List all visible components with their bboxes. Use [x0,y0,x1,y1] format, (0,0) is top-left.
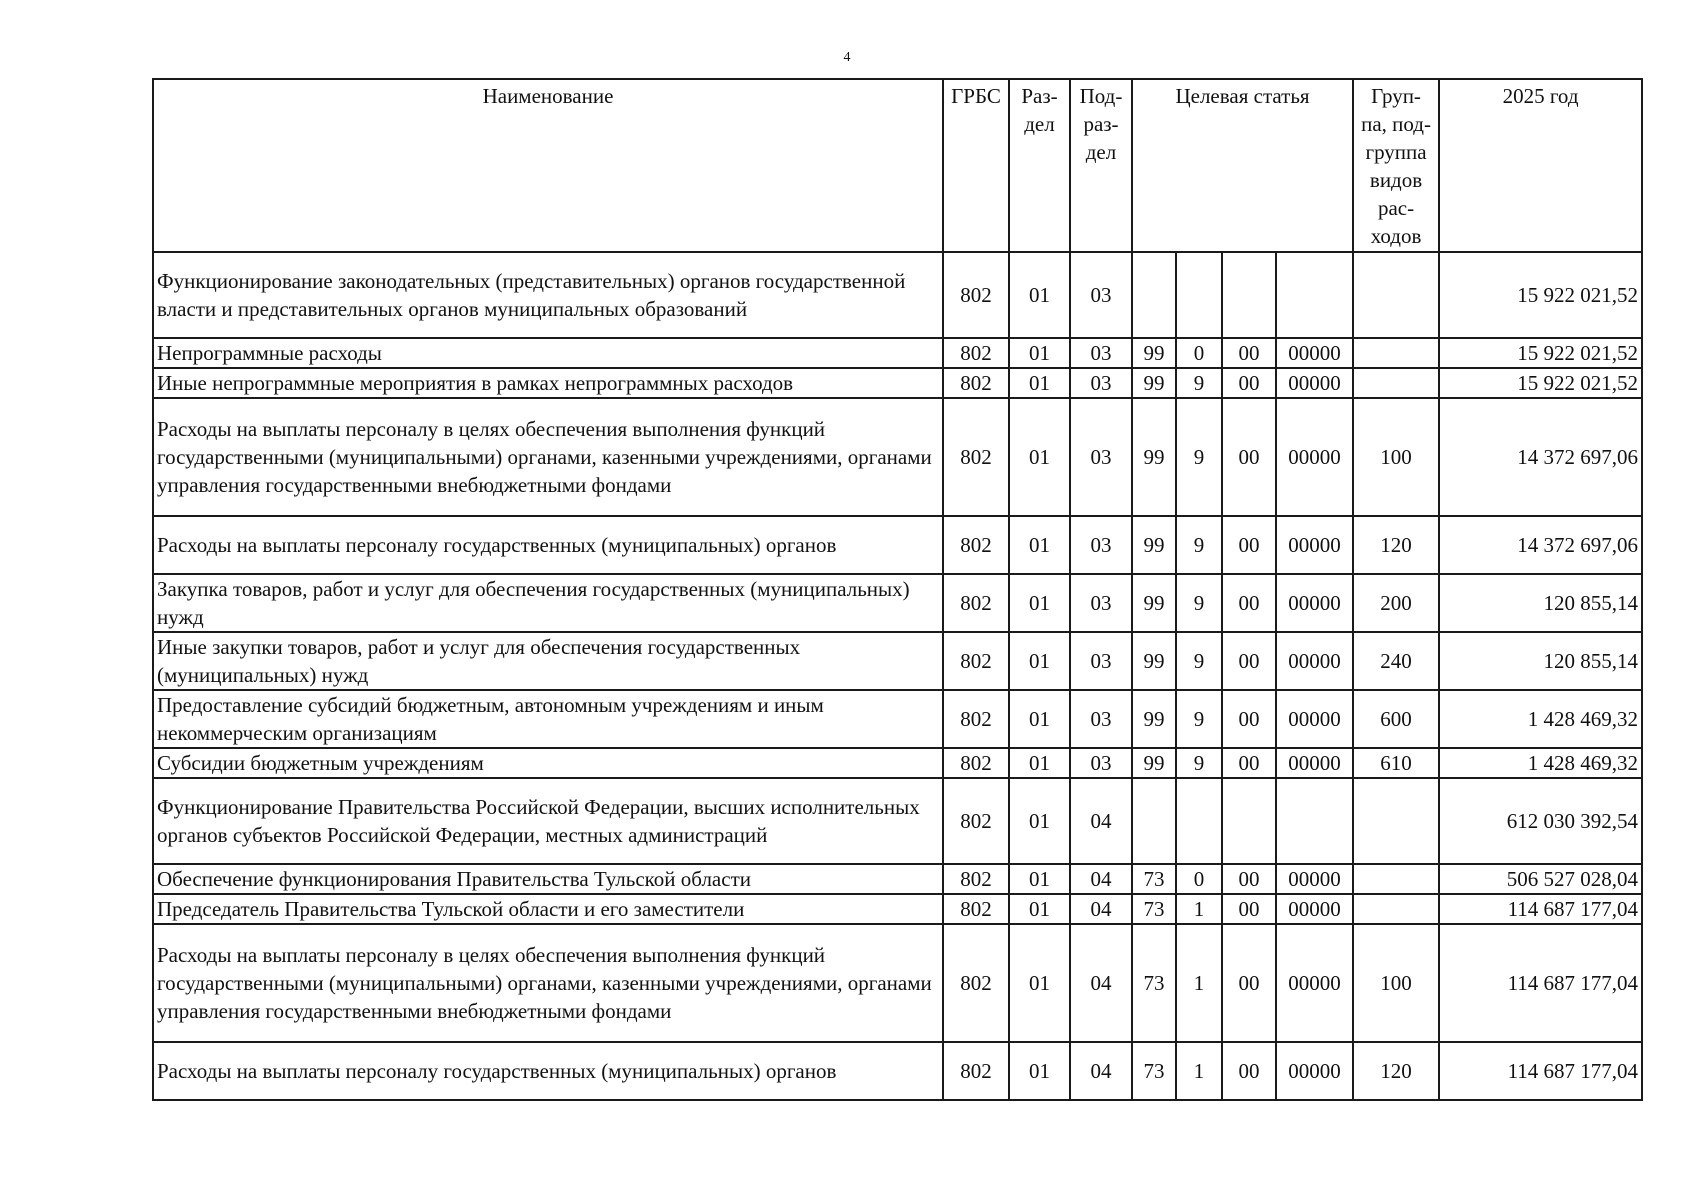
header-target-article: Целевая статья [1132,79,1353,252]
row-target-program: 99 [1132,632,1176,690]
row-amount: 114 687 177,04 [1439,924,1642,1042]
row-name: Непрограммные расходы [153,338,943,368]
row-razdel: 01 [1009,690,1070,748]
header-row [153,79,1642,252]
row-razdel: 01 [1009,778,1070,864]
row-razdel: 01 [1009,924,1070,1042]
row-name: Обеспечение функционирования Правительства Тульской области [153,864,943,894]
row-amount: 15 922 021,52 [1439,338,1642,368]
row-grbs: 802 [943,252,1009,338]
row-podrazdel: 04 [1070,894,1132,924]
row-target-code: 00000 [1276,864,1353,894]
row-target-direction: 00 [1222,338,1276,368]
row-razdel: 01 [1009,338,1070,368]
row-target-subprogram: 1 [1176,894,1222,924]
row-target-code: 00000 [1276,690,1353,748]
header-year: 2025 год [1439,79,1642,252]
row-razdel: 01 [1009,632,1070,690]
row-amount: 15 922 021,52 [1439,252,1642,338]
header-grbs: ГРБС [943,79,1009,252]
row-target-code [1276,778,1353,864]
row-amount: 612 030 392,54 [1439,778,1642,864]
row-target-direction: 00 [1222,516,1276,574]
row-grbs: 802 [943,690,1009,748]
row-target-direction [1222,778,1276,864]
row-target-direction: 00 [1222,924,1276,1042]
table-row [153,252,1642,338]
row-amount: 120 855,14 [1439,632,1642,690]
table-row [153,632,1642,690]
page-number: 4 [843,50,851,65]
row-target-program: 99 [1132,748,1176,778]
row-target-subprogram: 9 [1176,574,1222,632]
row-expense-group [1353,778,1439,864]
row-expense-group: 100 [1353,398,1439,516]
row-grbs: 802 [943,632,1009,690]
header-podrazdel: Под- раз- дел [1070,79,1132,252]
row-podrazdel: 03 [1070,748,1132,778]
row-amount: 114 687 177,04 [1439,1042,1642,1100]
row-target-code: 00000 [1276,1042,1353,1100]
row-expense-group: 600 [1353,690,1439,748]
table-row [153,574,1642,632]
row-amount: 114 687 177,04 [1439,894,1642,924]
row-razdel: 01 [1009,894,1070,924]
row-target-code: 00000 [1276,368,1353,398]
row-target-program: 73 [1132,864,1176,894]
row-expense-group: 100 [1353,924,1439,1042]
row-razdel: 01 [1009,748,1070,778]
row-target-program: 99 [1132,574,1176,632]
row-razdel: 01 [1009,516,1070,574]
row-podrazdel: 03 [1070,516,1132,574]
row-expense-group: 120 [1353,1042,1439,1100]
row-target-direction: 00 [1222,1042,1276,1100]
row-podrazdel: 03 [1070,398,1132,516]
row-expense-group: 200 [1353,574,1439,632]
row-amount: 15 922 021,52 [1439,368,1642,398]
row-name: Расходы на выплаты персоналу государственных (муниципальных) органов [153,516,943,574]
row-name: Функционирование Правительства Российской Федерации, высших исполнительных органов субъектов Российской Федерации, местных администраций [153,778,943,864]
table-row [153,368,1642,398]
row-podrazdel: 03 [1070,574,1132,632]
row-target-direction: 00 [1222,864,1276,894]
row-target-direction: 00 [1222,398,1276,516]
row-target-direction: 00 [1222,748,1276,778]
row-target-subprogram [1176,778,1222,864]
row-target-code: 00000 [1276,574,1353,632]
row-target-subprogram: 9 [1176,368,1222,398]
row-name: Расходы на выплаты персоналу в целях обеспечения выполнения функций государственными (муниципальными) органами, казенными учреждениями, органами управления государственными внебюджетными фондами [153,924,943,1042]
row-grbs: 802 [943,1042,1009,1100]
header-expense-group: Груп- па, под- группа видов рас- ходов [1353,79,1439,252]
table-row [153,398,1642,516]
row-target-subprogram: 1 [1176,1042,1222,1100]
row-target-program: 73 [1132,1042,1176,1100]
row-podrazdel: 04 [1070,864,1132,894]
row-grbs: 802 [943,338,1009,368]
table-row [153,864,1642,894]
row-target-program [1132,252,1176,338]
row-target-direction: 00 [1222,894,1276,924]
row-amount: 506 527 028,04 [1439,864,1642,894]
row-podrazdel: 04 [1070,778,1132,864]
row-grbs: 802 [943,748,1009,778]
row-target-program: 73 [1132,894,1176,924]
row-target-code [1276,252,1353,338]
row-target-subprogram: 9 [1176,632,1222,690]
row-target-code: 00000 [1276,338,1353,368]
row-grbs: 802 [943,516,1009,574]
row-name: Расходы на выплаты персоналу государственных (муниципальных) органов [153,1042,943,1100]
row-grbs: 802 [943,368,1009,398]
row-name: Закупка товаров, работ и услуг для обеспечения государственных (муниципальных) нужд [153,574,943,632]
row-name: Расходы на выплаты персоналу в целях обеспечения выполнения функций государственными (муниципальными) органами, казенными учреждениями, органами управления государственными внебюджетными фондами [153,398,943,516]
row-grbs: 802 [943,864,1009,894]
row-razdel: 01 [1009,574,1070,632]
row-expense-group [1353,864,1439,894]
row-razdel: 01 [1009,1042,1070,1100]
table-row [153,748,1642,778]
row-name: Иные непрограммные мероприятия в рамках непрограммных расходов [153,368,943,398]
row-grbs: 802 [943,924,1009,1042]
row-target-code: 00000 [1276,894,1353,924]
row-target-program: 99 [1132,690,1176,748]
row-target-subprogram: 0 [1176,338,1222,368]
row-grbs: 802 [943,894,1009,924]
row-grbs: 802 [943,398,1009,516]
row-target-direction: 00 [1222,690,1276,748]
row-target-program: 99 [1132,368,1176,398]
row-target-program: 99 [1132,398,1176,516]
row-podrazdel: 03 [1070,252,1132,338]
row-razdel: 01 [1009,398,1070,516]
row-target-code: 00000 [1276,924,1353,1042]
row-podrazdel: 04 [1070,1042,1132,1100]
row-expense-group: 240 [1353,632,1439,690]
row-target-subprogram: 9 [1176,398,1222,516]
row-target-subprogram: 0 [1176,864,1222,894]
row-target-subprogram: 1 [1176,924,1222,1042]
row-name: Предоставление субсидий бюджетным, автономным учреждениям и иным некоммерческим организациям [153,690,943,748]
row-target-direction: 00 [1222,632,1276,690]
budget-table [152,78,1643,1101]
row-target-direction [1222,252,1276,338]
row-target-program: 99 [1132,516,1176,574]
row-podrazdel: 03 [1070,338,1132,368]
row-name: Субсидии бюджетным учреждениям [153,748,943,778]
row-target-program: 99 [1132,338,1176,368]
row-target-direction: 00 [1222,574,1276,632]
row-expense-group [1353,368,1439,398]
table-row [153,690,1642,748]
table-row [153,516,1642,574]
row-razdel: 01 [1009,368,1070,398]
row-amount: 120 855,14 [1439,574,1642,632]
header-razdel: Раз- дел [1009,79,1070,252]
row-amount: 1 428 469,32 [1439,690,1642,748]
row-razdel: 01 [1009,252,1070,338]
row-grbs: 802 [943,778,1009,864]
row-expense-group [1353,338,1439,368]
row-name: Функционирование законодательных (представительных) органов государственной власти и представительных органов муниципальных образований [153,252,943,338]
row-target-subprogram: 9 [1176,748,1222,778]
row-podrazdel: 04 [1070,924,1132,1042]
row-podrazdel: 03 [1070,368,1132,398]
header-name: Наименование [153,79,943,252]
row-target-code: 00000 [1276,632,1353,690]
row-target-program [1132,778,1176,864]
row-amount: 1 428 469,32 [1439,748,1642,778]
row-target-code: 00000 [1276,398,1353,516]
row-expense-group: 120 [1353,516,1439,574]
row-target-code: 00000 [1276,748,1353,778]
row-target-code: 00000 [1276,516,1353,574]
row-target-subprogram [1176,252,1222,338]
row-expense-group [1353,252,1439,338]
row-name: Председатель Правительства Тульской области и его заместители [153,894,943,924]
table-row [153,1042,1642,1100]
table-row [153,894,1642,924]
table-row [153,924,1642,1042]
row-target-direction: 00 [1222,368,1276,398]
table-row [153,778,1642,864]
row-target-subprogram: 9 [1176,516,1222,574]
row-target-subprogram: 9 [1176,690,1222,748]
row-amount: 14 372 697,06 [1439,398,1642,516]
row-expense-group: 610 [1353,748,1439,778]
row-razdel: 01 [1009,864,1070,894]
row-amount: 14 372 697,06 [1439,516,1642,574]
row-name: Иные закупки товаров, работ и услуг для обеспечения государственных (муниципальных) нужд [153,632,943,690]
row-grbs: 802 [943,574,1009,632]
table-body [153,252,1642,1100]
row-target-program: 73 [1132,924,1176,1042]
row-expense-group [1353,894,1439,924]
row-podrazdel: 03 [1070,690,1132,748]
row-podrazdel: 03 [1070,632,1132,690]
table-row [153,338,1642,368]
